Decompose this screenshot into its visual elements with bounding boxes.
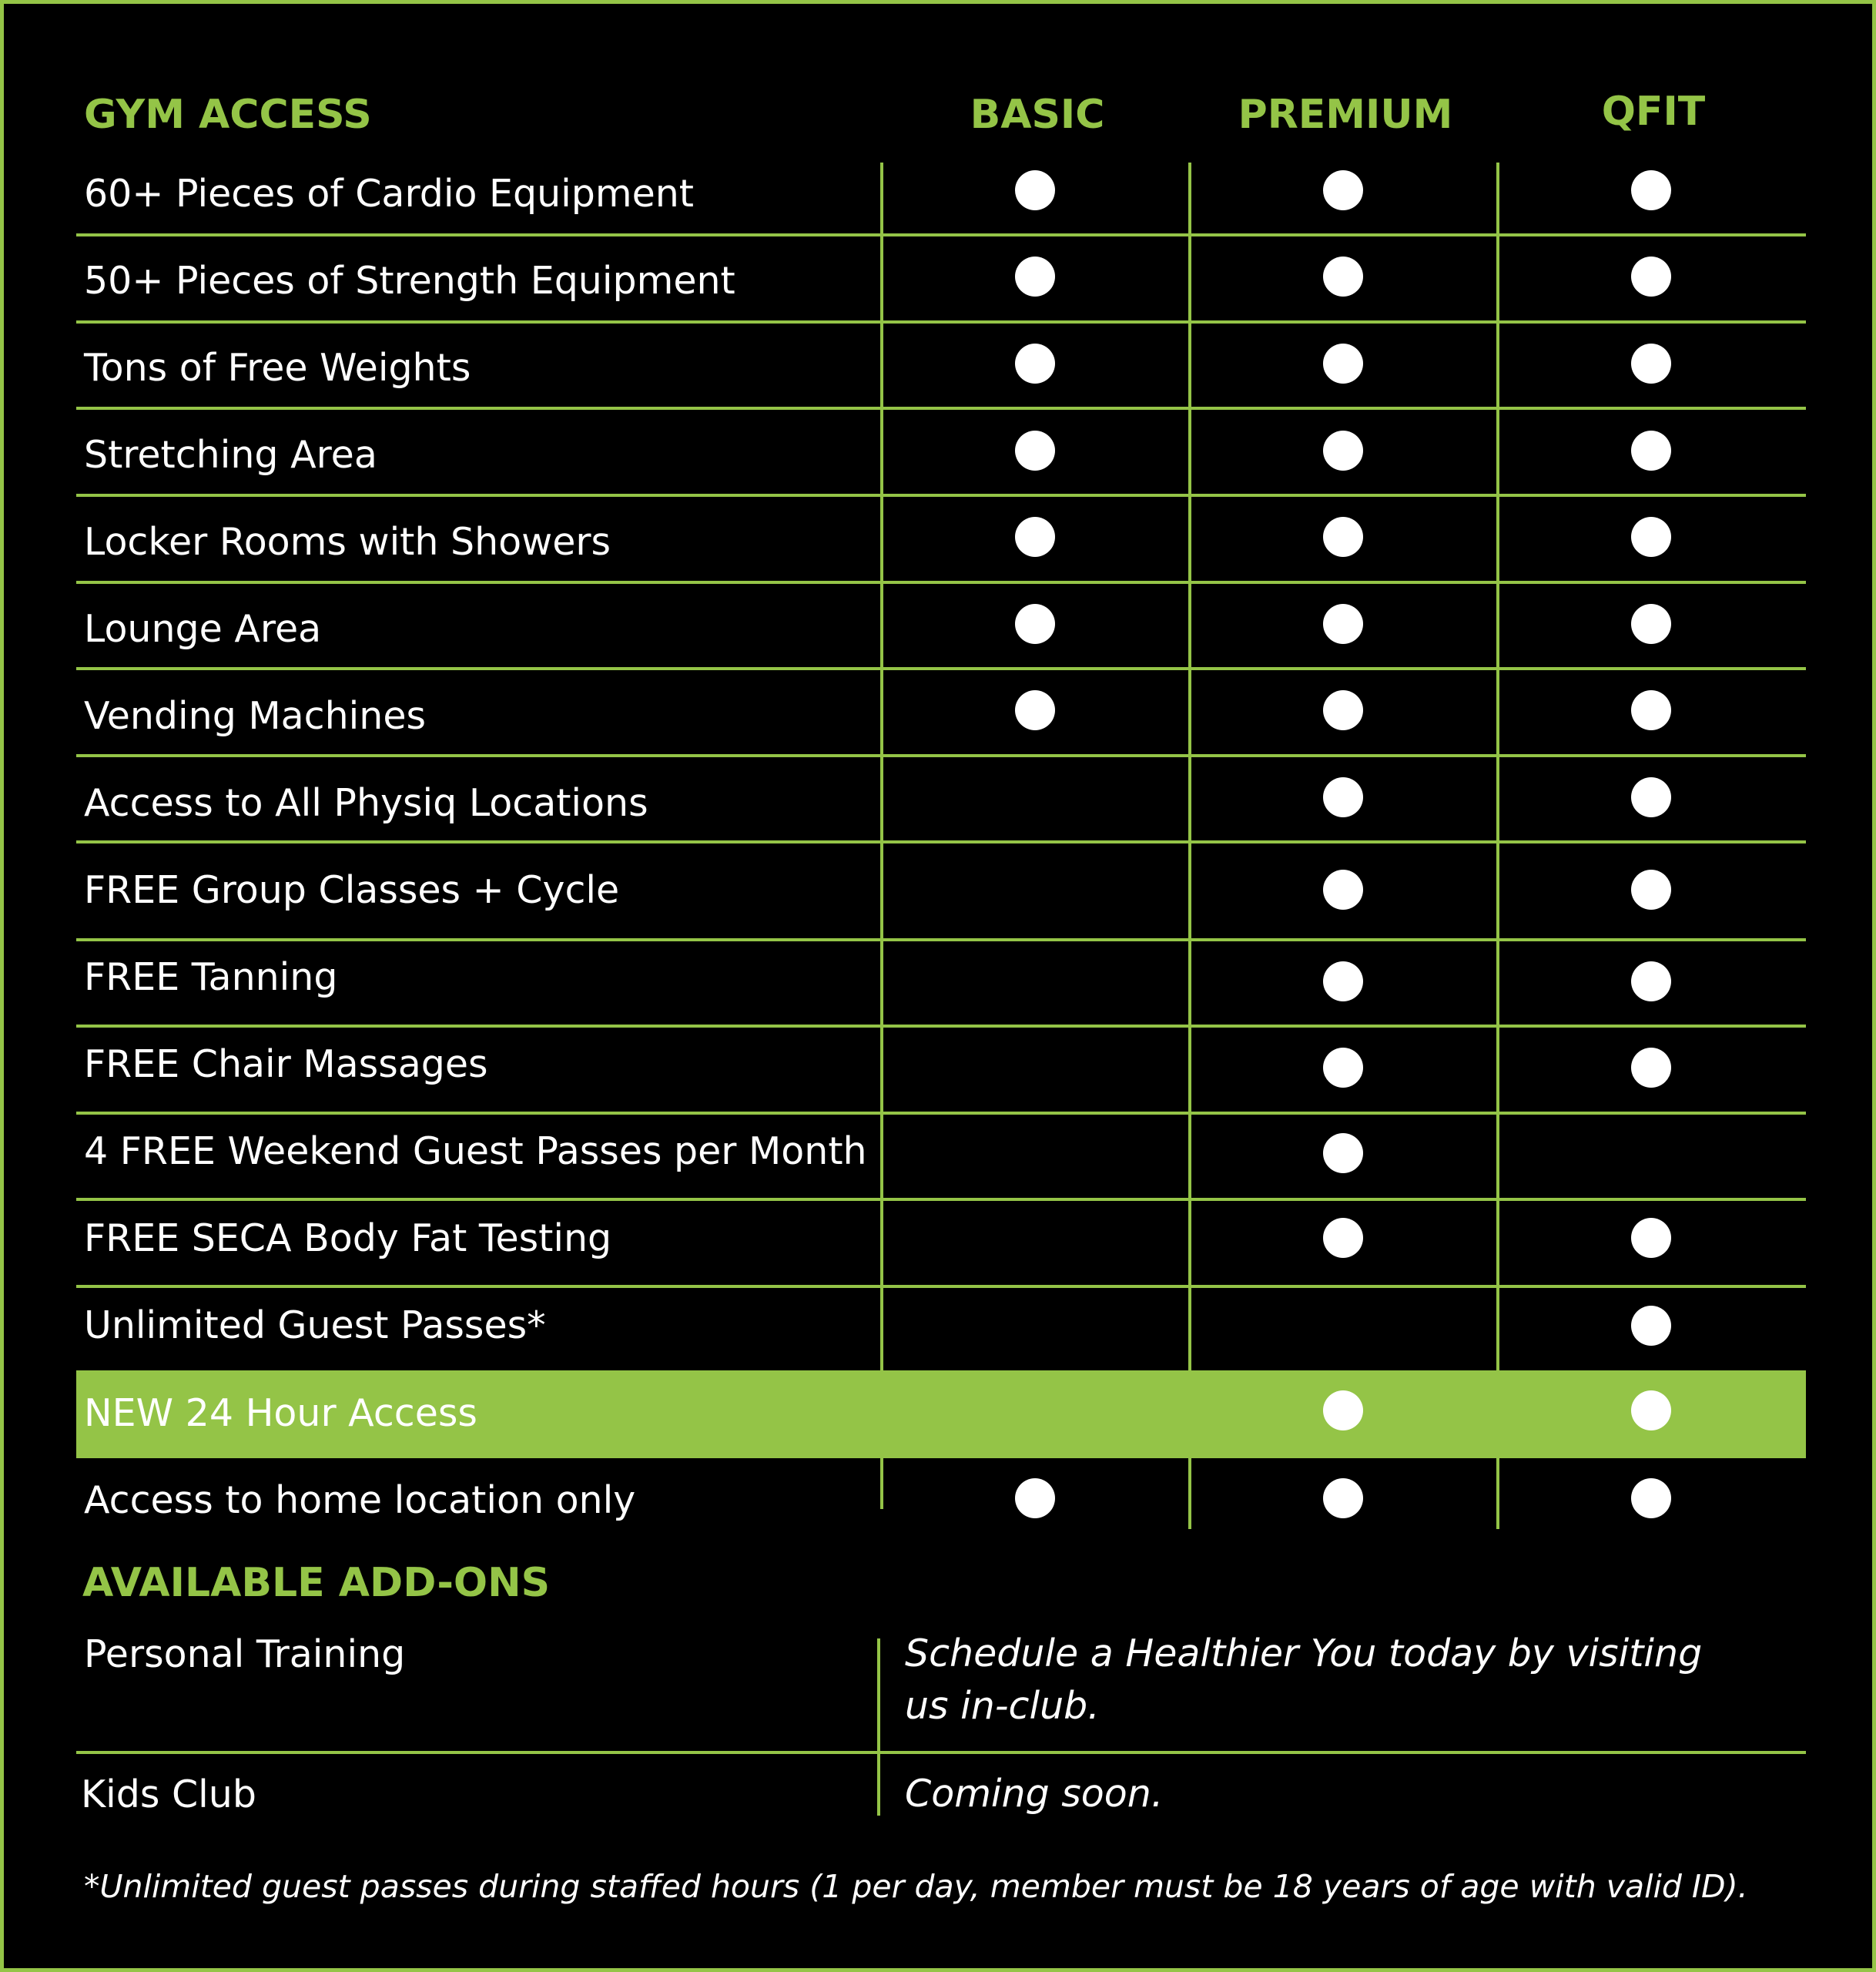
- included-dot-premium: [1323, 604, 1363, 644]
- row-divider: [76, 938, 1806, 941]
- included-dot-premium: [1323, 777, 1363, 817]
- included-dot-qfit: [1631, 604, 1671, 644]
- feature-label: FREE Chair Massages: [84, 1042, 488, 1086]
- feature-label: 4 FREE Weekend Guest Passes per Month: [84, 1129, 867, 1173]
- included-dot-premium: [1323, 344, 1363, 384]
- feature-label: Stretching Area: [84, 433, 377, 477]
- included-dot-premium: [1323, 961, 1363, 1001]
- included-dot-premium: [1323, 1218, 1363, 1258]
- addon-label-kids-club: Kids Club: [81, 1772, 256, 1816]
- feature-label: Vending Machines: [84, 694, 427, 738]
- feature-label: Lounge Area: [84, 607, 322, 651]
- included-dot-premium: [1323, 1048, 1363, 1088]
- included-dot-basic: [1015, 604, 1055, 644]
- column-header-premium: PREMIUM: [1238, 92, 1453, 138]
- included-dot-qfit: [1631, 1306, 1671, 1346]
- addon-divider: [877, 1638, 880, 1752]
- row-divider: [76, 667, 1806, 670]
- row-divider: [76, 320, 1806, 324]
- included-dot-qfit: [1631, 870, 1671, 910]
- included-dot-qfit: [1631, 170, 1671, 210]
- feature-label: Access to home location only: [84, 1478, 636, 1522]
- feature-label: Access to All Physiq Locations: [84, 781, 648, 825]
- included-dot-basic: [1015, 344, 1055, 384]
- column-divider-1: [880, 163, 883, 1370]
- included-dot-qfit: [1631, 1390, 1671, 1430]
- included-dot-premium: [1323, 257, 1363, 297]
- section-title-gym-access: GYM ACCESS: [84, 92, 372, 138]
- included-dot-qfit: [1631, 1048, 1671, 1088]
- row-divider: [76, 581, 1806, 584]
- addon-description-kids-club: Coming soon.: [905, 1772, 1164, 1816]
- included-dot-qfit: [1631, 517, 1671, 557]
- included-dot-basic: [1015, 690, 1055, 730]
- row-divider: [76, 1285, 1806, 1288]
- row-divider: [76, 1112, 1806, 1115]
- included-dot-premium: [1323, 431, 1363, 471]
- included-dot-qfit: [1631, 1218, 1671, 1258]
- column-divider-1-last: [880, 1458, 883, 1509]
- included-dot-premium: [1323, 1133, 1363, 1173]
- addon-row-divider: [76, 1751, 1806, 1754]
- row-divider: [76, 840, 1806, 843]
- included-dot-qfit: [1631, 777, 1671, 817]
- feature-label: NEW 24 Hour Access: [84, 1391, 477, 1435]
- column-divider-3-last: [1496, 1458, 1499, 1529]
- column-divider-2-last: [1188, 1458, 1191, 1529]
- feature-label: FREE Tanning: [84, 955, 338, 999]
- column-header-qfit: QFIT: [1601, 89, 1706, 135]
- included-dot-premium: [1323, 1478, 1363, 1518]
- included-dot-qfit: [1631, 257, 1671, 297]
- included-dot-premium: [1323, 690, 1363, 730]
- feature-label: 60+ Pieces of Cardio Equipment: [84, 172, 694, 216]
- included-dot-qfit: [1631, 961, 1671, 1001]
- included-dot-basic: [1015, 517, 1055, 557]
- included-dot-premium: [1323, 870, 1363, 910]
- included-dot-premium: [1323, 170, 1363, 210]
- included-dot-qfit: [1631, 1478, 1671, 1518]
- included-dot-basic: [1015, 1478, 1055, 1518]
- row-divider: [76, 754, 1806, 757]
- feature-label: Tons of Free Weights: [84, 346, 471, 390]
- row-divider: [76, 407, 1806, 410]
- feature-label: 50+ Pieces of Strength Equipment: [84, 259, 735, 303]
- addon-divider: [877, 1754, 880, 1816]
- column-divider-3: [1496, 163, 1499, 1370]
- column-divider-2: [1188, 163, 1191, 1370]
- row-divider: [76, 1198, 1806, 1201]
- addon-label-personal-training: Personal Training: [84, 1632, 406, 1676]
- feature-label: Locker Rooms with Showers: [84, 520, 611, 564]
- row-divider: [76, 1025, 1806, 1028]
- included-dot-premium: [1323, 1390, 1363, 1430]
- feature-label: FREE Group Classes + Cycle: [84, 868, 620, 912]
- feature-label: Unlimited Guest Passes*: [84, 1303, 546, 1347]
- included-dot-qfit: [1631, 690, 1671, 730]
- column-header-basic: BASIC: [970, 92, 1105, 138]
- section-title-addons: AVAILABLE ADD-ONS: [82, 1560, 551, 1606]
- included-dot-qfit: [1631, 344, 1671, 384]
- included-dot-basic: [1015, 170, 1055, 210]
- row-divider: [76, 494, 1806, 497]
- included-dot-qfit: [1631, 431, 1671, 471]
- row-divider: [76, 233, 1806, 236]
- included-dot-basic: [1015, 431, 1055, 471]
- footnote: *Unlimited guest passes during staffed hours (1 per day, member must be 18 years of age with valid ID).: [84, 1868, 1748, 1905]
- included-dot-premium: [1323, 517, 1363, 557]
- included-dot-basic: [1015, 257, 1055, 297]
- feature-label: FREE SECA Body Fat Testing: [84, 1216, 612, 1260]
- addon-description-personal-training: Schedule a Healthier You today by visiting us in-club.: [905, 1632, 1703, 1728]
